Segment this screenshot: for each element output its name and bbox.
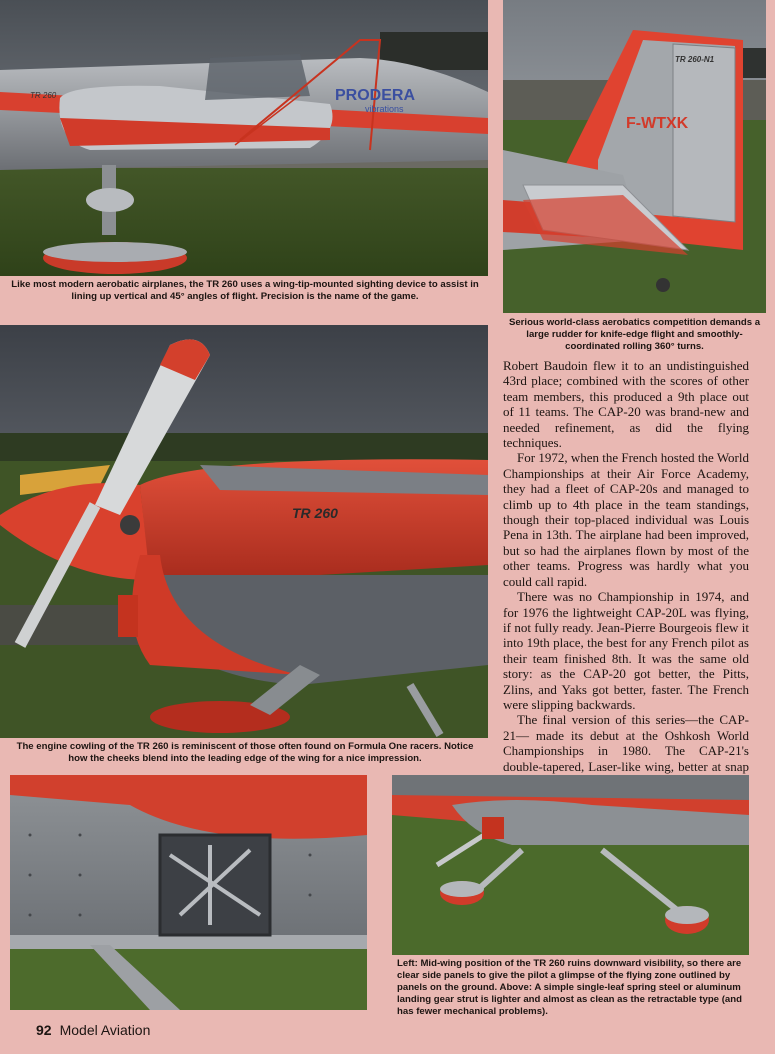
article-paragraph: Robert Baudoin flew it to an undistinguished 43rd place; combined with the scores of other team members, this produced a 9th place out of 11 teams. The CAP-20 was brand-new and needed refinement, as did the flying techniques.	[503, 358, 749, 451]
photo-engine-cowling	[0, 325, 488, 738]
photo-side-panel-image	[10, 775, 367, 1010]
page-footer	[36, 1022, 150, 1038]
publication-name: Model Aviation	[59, 1022, 151, 1038]
photo-landing-gear	[392, 775, 749, 955]
caption-tail-rudder: Serious world-class aerobatics competition demands a large rudder for knife-edge flight and smoothly-coordinated rolling 360° turns.	[508, 317, 761, 352]
photo-sighting-device	[0, 0, 488, 276]
caption-engine-cowling: The engine cowling of the TR 260 is reminiscent of those often found on Formula One racers. Notice how the cheeks blend into the leading edge of the wing for a nice impression.	[16, 741, 474, 764]
photo-sighting-device-image	[0, 0, 488, 276]
aircraft-livery-text: PRODERA	[335, 87, 416, 104]
photo-tail-rudder	[503, 0, 766, 313]
article-paragraph: The final version of this series—the CAP-21— made its debut at the Oshkosh World Championships in 1980. The CAP-21's double-tapered, Laser-like wing, better at snap	[503, 712, 749, 774]
article-paragraph: There was no Championship in 1974, and for 1976 the lightweight CAP-20L was flying, if not fully ready. Jean-Pierre Bourgeois flew it into 19th place, the best for any French pilot as their team finished 8th. It was the same old story: as the CAP-20 got better, the Pitts, Zlins, and Yaks got better, faster. The French were slipping backwards.	[503, 589, 749, 712]
page-number: 92	[36, 1022, 52, 1038]
photo-engine-cowling-image	[0, 325, 488, 738]
caption-sighting-device: Like most modern aerobatic airplanes, the TR 260 uses a wing-tip-mounted sighting device to assist in lining up vertical and 45° angles of flight. Precision is the name of the game.	[11, 279, 479, 302]
photo-side-panel	[10, 775, 367, 1010]
aircraft-registration: F-WTXK	[626, 115, 689, 132]
photo-landing-gear-image	[392, 775, 749, 955]
article-paragraph: For 1972, when the French hosted the World Championships at their Air Force Academy, they had a fleet of CAP-20s and managed to climb up to 4th place in the team standings, though their top-placed individual was Louis Pena in 13th. The airplane had been improved, but so had the airplanes flown by most of the other teams. Progress was hardly what you could call rapid.	[503, 450, 749, 589]
photo-tail-rudder-image	[503, 0, 766, 313]
tail-fin-text: TR 260-N1	[675, 55, 715, 64]
article-body	[503, 358, 749, 774]
caption-side-panel-gear: Left: Mid-wing position of the TR 260 ruins downward visibility, so there are clear side panels to give the pilot a glimpse of the flying zone outlined by panels on the ground. Above: A simple single-leaf spring steel or aluminum landing gear strut is lighter and almost as clean as the retractable type (and has fewer mechanical problems).	[397, 958, 742, 1017]
aircraft-livery-subtext: vibrations	[365, 104, 404, 114]
cowl-text: TR 260	[292, 505, 338, 521]
aircraft-side-text: TR 260	[30, 91, 57, 100]
